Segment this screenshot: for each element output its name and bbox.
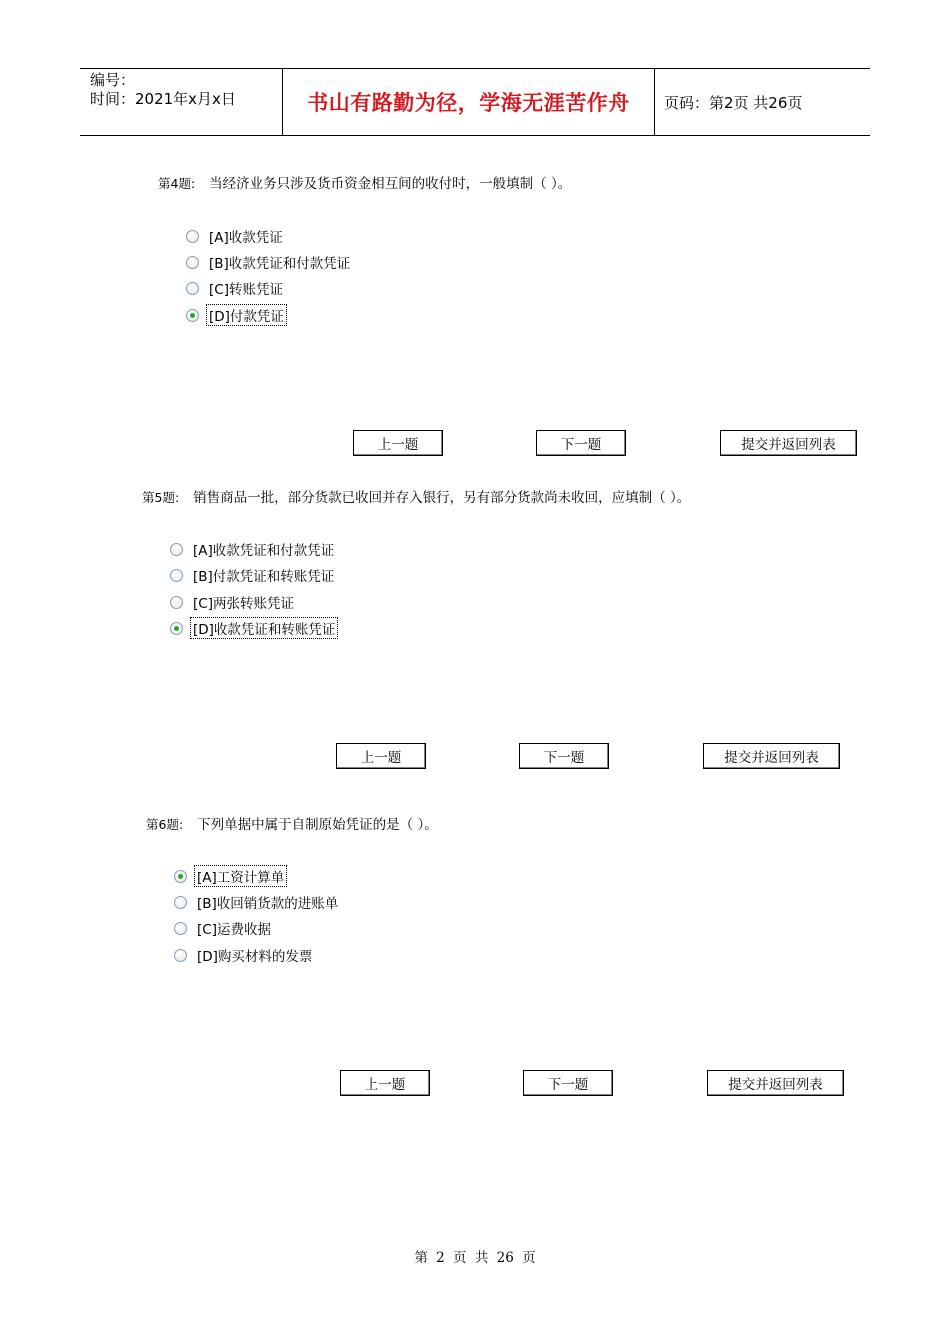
question-stem: 下列单据中属于自制原始凭证的是（ ）。 — [197, 817, 438, 833]
radio-button[interactable] — [170, 543, 183, 556]
header-motto: 书山有路勤为径，学海无涯苦作舟 — [282, 69, 655, 135]
question-5-option-a[interactable] — [170, 539, 336, 559]
q6-next-button[interactable]: 下一题 — [523, 1070, 613, 1096]
question-4-option-d[interactable] — [186, 305, 286, 325]
question-6-text — [146, 813, 438, 833]
header-meta — [80, 69, 282, 135]
radio-button-selected[interactable] — [174, 870, 187, 883]
question-4-option-b[interactable] — [186, 252, 352, 272]
question-number: 第6题: — [146, 817, 184, 832]
question-4-text — [158, 172, 571, 192]
option-label: [C]转账凭证 — [209, 282, 283, 298]
question-stem: 当经济业务只涉及货币资金相互间的收付时，一般填制（ ）。 — [209, 176, 572, 192]
option-label: [C]运费收据 — [197, 922, 271, 938]
question-5-option-c[interactable] — [170, 592, 296, 612]
question-stem: 销售商品一批，部分货款已收回并存入银行，另有部分货款尚未收回，应填制（ ）。 — [193, 490, 691, 506]
q4-prev-button[interactable]: 上一题 — [353, 430, 443, 456]
radio-button[interactable] — [186, 256, 199, 269]
q6-submit-button[interactable]: 提交并返回列表 — [707, 1070, 844, 1096]
radio-button-selected[interactable] — [186, 309, 199, 322]
option-label: [B]付款凭证和转账凭证 — [193, 569, 335, 585]
time-label: 时间：2021年x月x日 — [90, 90, 236, 108]
question-4-option-a[interactable] — [186, 226, 285, 246]
q4-next-button[interactable]: 下一题 — [536, 430, 626, 456]
page-footer: 第 2 页 共 26 页 — [414, 1250, 536, 1266]
question-5-text — [142, 486, 690, 506]
option-label: [A]收款凭证 — [209, 230, 283, 246]
q5-prev-button[interactable]: 上一题 — [336, 743, 426, 769]
q4-submit-button[interactable]: 提交并返回列表 — [720, 430, 857, 456]
question-5-option-b[interactable] — [170, 565, 336, 585]
option-label: [A]工资计算单 — [195, 866, 286, 886]
radio-button[interactable] — [174, 896, 187, 909]
option-label: [A]收款凭证和付款凭证 — [193, 543, 335, 559]
radio-button[interactable] — [186, 230, 199, 243]
q5-submit-button[interactable]: 提交并返回列表 — [703, 743, 840, 769]
option-label: [D]收款凭证和转账凭证 — [191, 618, 337, 638]
question-number: 第4题: — [158, 176, 196, 191]
question-6-option-c[interactable] — [174, 918, 273, 938]
option-label: [B]收款凭证和付款凭证 — [209, 256, 351, 272]
question-6-option-d[interactable] — [174, 945, 314, 965]
code-label: 编号： — [90, 71, 136, 89]
option-label: [C]两张转账凭证 — [193, 596, 294, 612]
question-6-option-a[interactable] — [174, 866, 286, 886]
question-5-option-d[interactable] — [170, 618, 337, 638]
radio-button[interactable] — [186, 282, 199, 295]
radio-button[interactable] — [174, 949, 187, 962]
q6-prev-button[interactable]: 上一题 — [340, 1070, 430, 1096]
option-label: [D]付款凭证 — [207, 305, 286, 325]
radio-button-selected[interactable] — [170, 622, 183, 635]
option-label: [D]购买材料的发票 — [197, 949, 313, 965]
radio-button[interactable] — [170, 596, 183, 609]
header-page-info: 页码：第2页 共26页 — [664, 93, 803, 112]
option-label: [B]收回销货款的进账单 — [197, 896, 339, 912]
radio-button[interactable] — [170, 569, 183, 582]
radio-button[interactable] — [174, 922, 187, 935]
q5-next-button[interactable]: 下一题 — [519, 743, 609, 769]
question-number: 第5题: — [142, 490, 180, 505]
document-header — [80, 68, 870, 136]
question-4-option-c[interactable] — [186, 278, 285, 298]
question-6-option-b[interactable] — [174, 892, 340, 912]
